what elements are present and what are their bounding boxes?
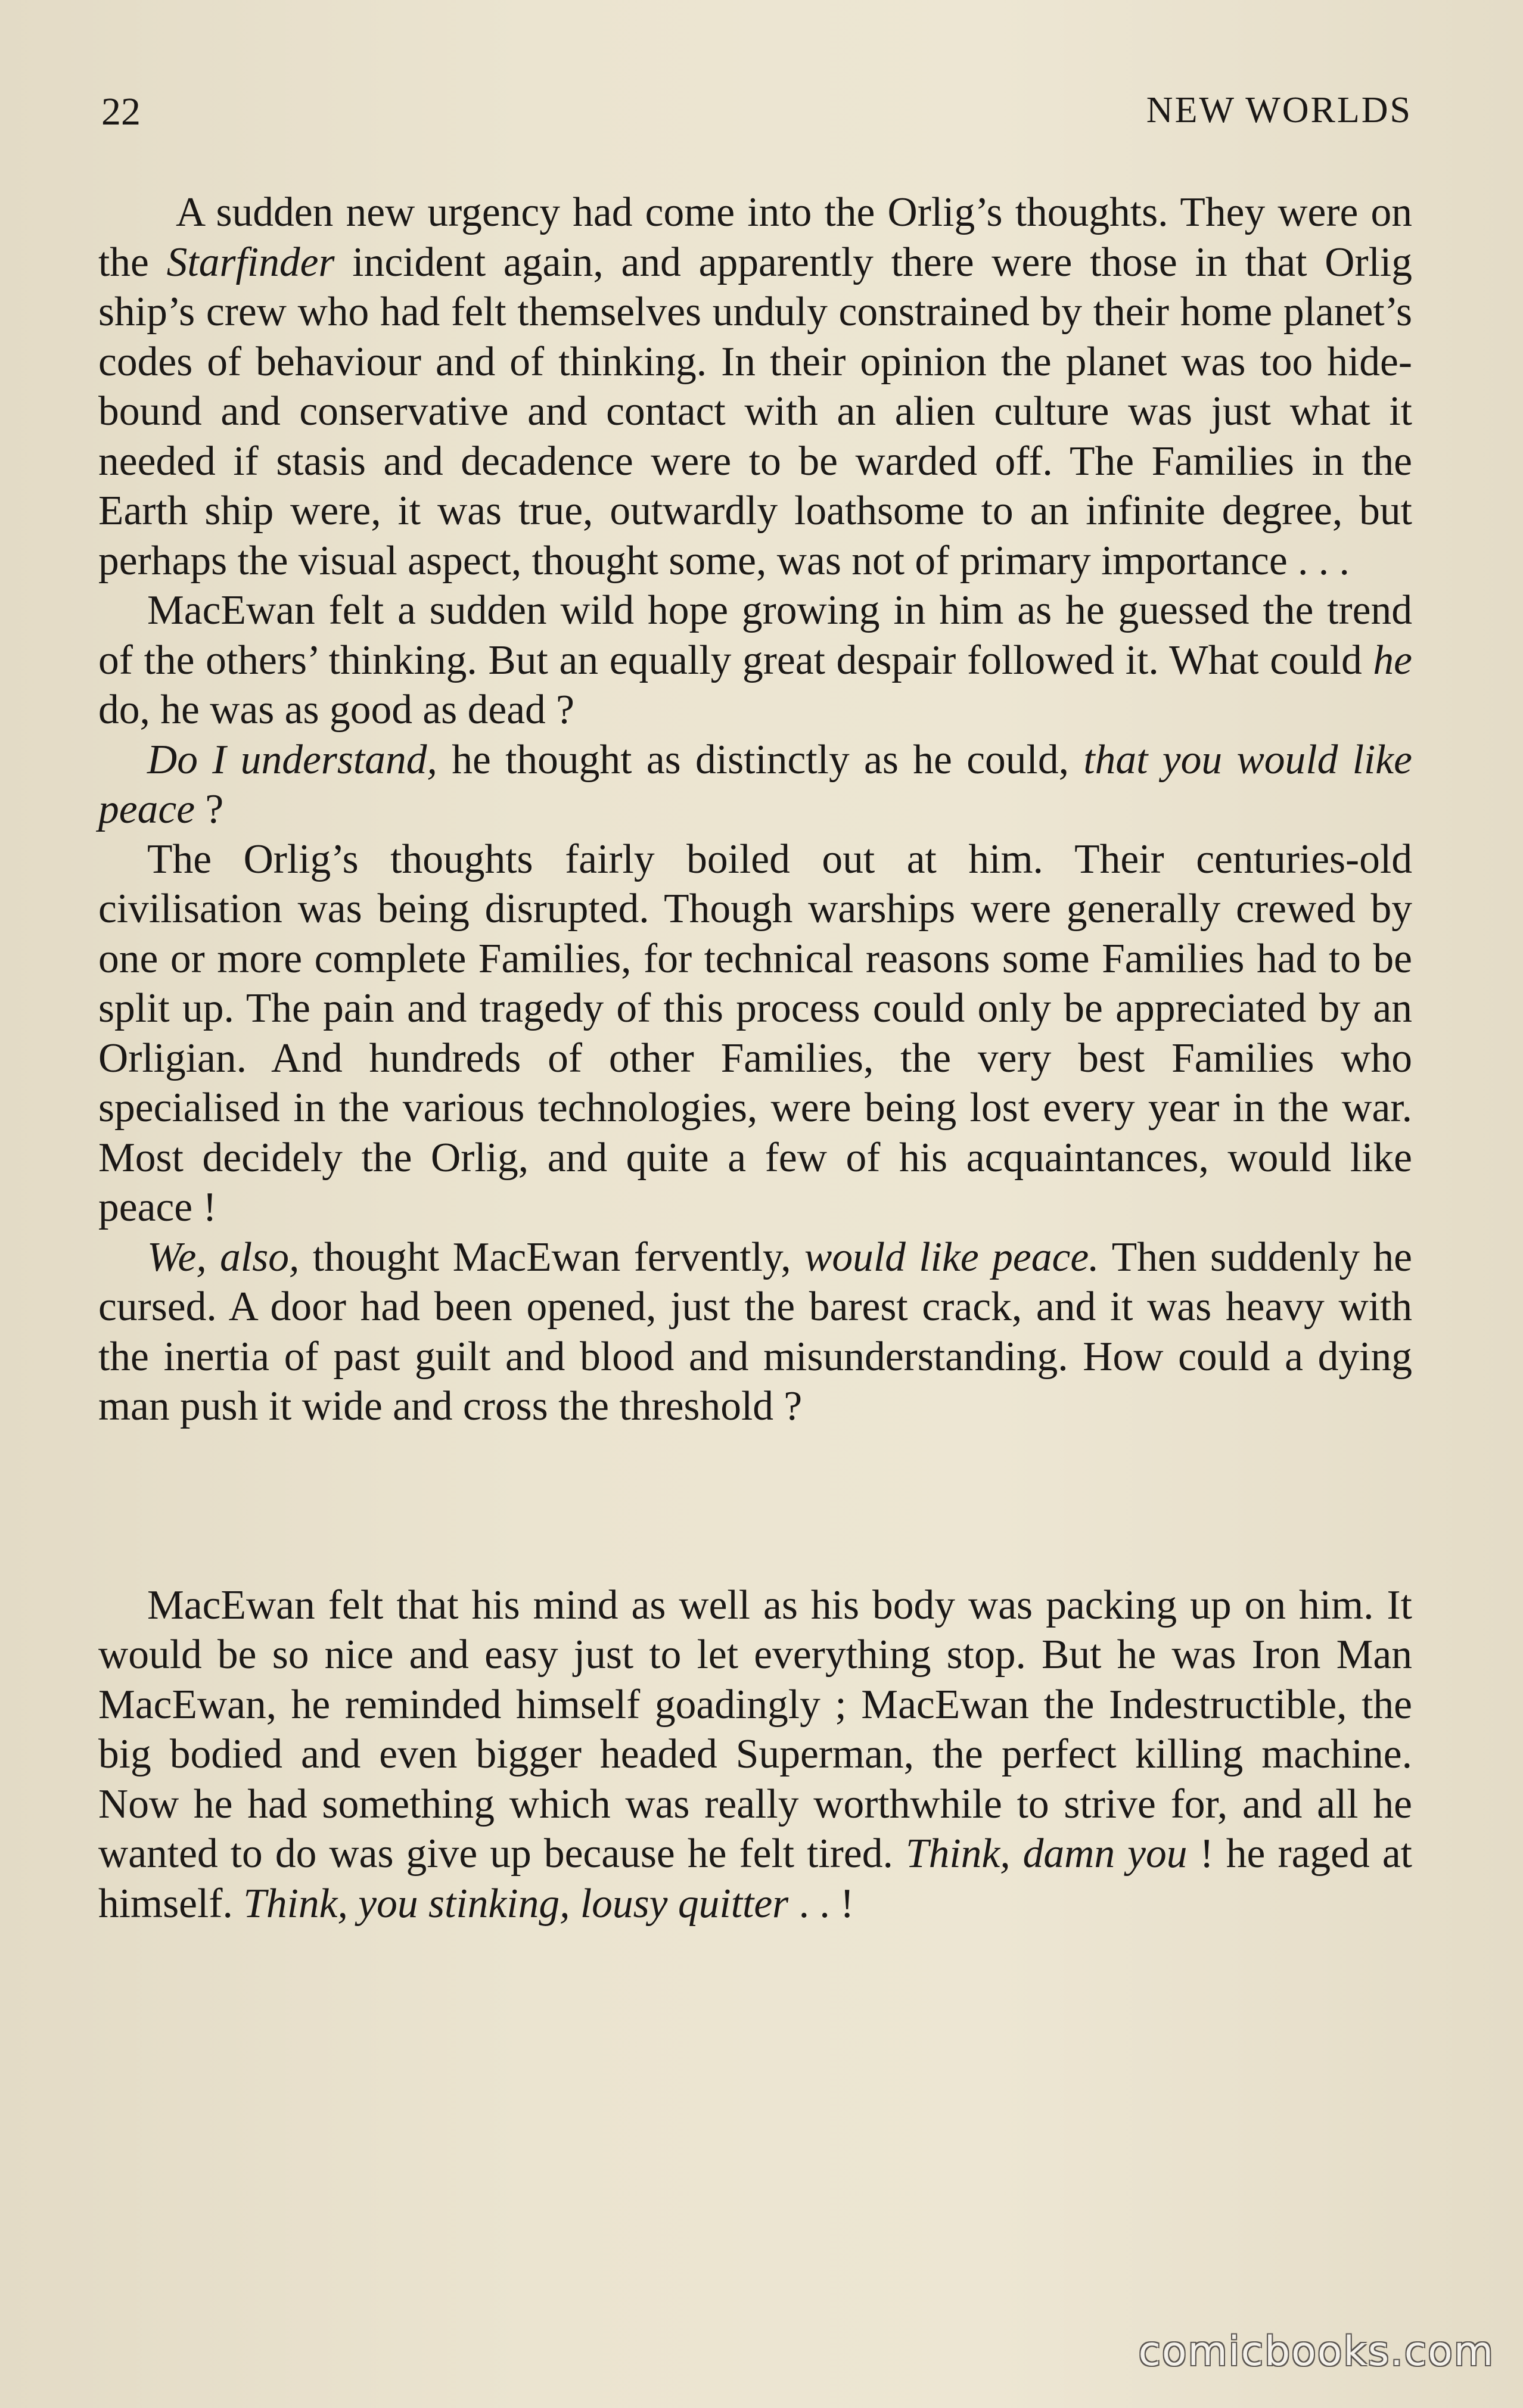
text-run: . . ! xyxy=(788,1880,854,1927)
paragraph xyxy=(98,1233,1412,1432)
running-head: NEW WORLDS xyxy=(1146,90,1412,130)
paragraph: The Orlig’s thoughts fairly boiled out at him. Their centuries-old civilisation was being disrupted. Though warships were generally crewed by one or more complete Families, for technical reasons some Families had to be split up. The pain and tragedy of this process could only be appreciated by an Orligian. And hundreds of other Families, the very best Families who specialised in the various technologies, were being lost every year in the war. Most decidely the Orlig, and quite a few of his acquaintances, would like peace ! xyxy=(98,836,1412,1230)
text-run: ? xyxy=(195,786,224,832)
italic-run: would like peace. xyxy=(804,1234,1099,1280)
italic-run: Starfinder xyxy=(166,239,335,285)
paragraph xyxy=(98,1581,1412,1929)
text-run: MacEwan felt a sudden wild hope growing in him as he guessed the trend of the others’ thinking. But an equally great despair followed it. What could xyxy=(98,587,1412,683)
italic-run: Think, you stinking, lousy quitter xyxy=(243,1880,789,1927)
text-run: do, he was as good as dead ? xyxy=(98,687,575,733)
paragraph xyxy=(98,735,1412,835)
italic-run: he xyxy=(1373,637,1412,683)
body-text xyxy=(98,188,1412,1928)
text-run: A sudden new urgency had come into the Orlig’s thoughts. They were on the xyxy=(98,189,1412,285)
page-header xyxy=(101,89,1412,143)
paragraph xyxy=(98,586,1412,735)
watermark: comicbooks.com xyxy=(1138,2328,1494,2375)
text-run: Then suddenly he cursed. A door had been opened, just the barest crack, and it was heavy with the inertia of past guilt and blood and misunderstanding. How could a dying man push it wide and cross the threshold ? xyxy=(98,1234,1412,1429)
text-run: he thought as distinctly as he could, xyxy=(437,736,1084,783)
italic-run: We, also, xyxy=(147,1234,300,1280)
text-run: ! he raged at himself. xyxy=(98,1831,1412,1927)
italic-run: Do I understand, xyxy=(147,736,437,783)
text-run: thought MacEwan fervently, xyxy=(299,1234,805,1280)
italic-run: that you would like peace xyxy=(98,736,1413,832)
paragraph xyxy=(98,188,1412,586)
italic-run: Think, damn you xyxy=(905,1831,1188,1877)
text-run: MacEwan felt that his mind as well as his body was packing up on him. It would be so nice and easy just to let everything stop. But he was Iron Man MacEwan, he reminded himself goadingly ; MacEwan the Indestructible, the big bodied and even bigger headed Superman, the perfect killing machine. Now he had something which was really worthwhile to strive for, and all he wanted to do was give up because he felt tired. xyxy=(98,1582,1412,1877)
text-run: incident again, and apparently there were those in that Orlig ship’s crew who had felt themselves unduly constrained by their home planet’s codes of behaviour and of thinking. In their opinion the planet was too hide-bound and conservative and contact with an alien culture was just what it needed if stasis and decadence were to be warded off. The Families in the Earth ship were, it was true, outwardly loathsome to an infinite degree, but perhaps the visual aspect, thought some, was not of primary importance . . . xyxy=(98,239,1412,584)
page-number: 22 xyxy=(101,90,141,133)
